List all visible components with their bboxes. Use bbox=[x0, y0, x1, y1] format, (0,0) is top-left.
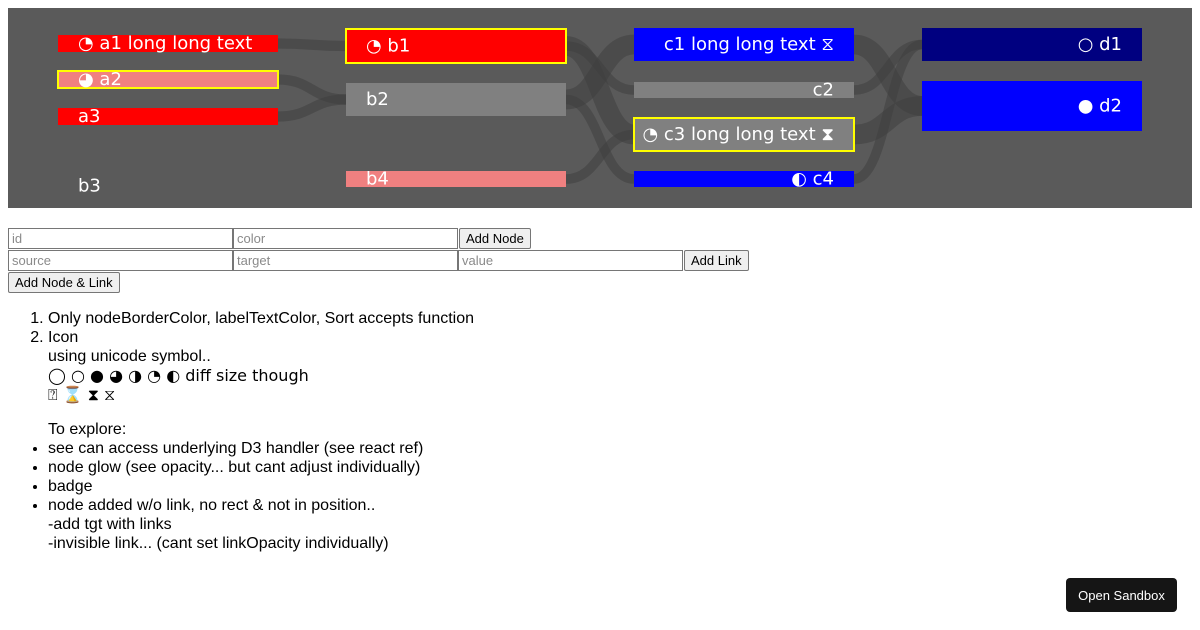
sankey-node-a1[interactable] bbox=[58, 33, 278, 54]
sankey-node-label: b3 bbox=[78, 175, 101, 197]
sankey-node-c4[interactable] bbox=[634, 169, 854, 190]
explore-title: To explore: bbox=[48, 421, 127, 438]
sankey-node-label: c2 bbox=[812, 79, 834, 101]
notes-section bbox=[8, 309, 708, 553]
note-icon-symbols: ◯ ○ ● ◕ ◑ ◔ ◐ diff size though bbox=[48, 366, 309, 385]
note-spacer bbox=[48, 404, 708, 420]
explore-item: • see can access underlying D3 handler (see react ref) bbox=[48, 439, 708, 458]
node-color-input[interactable] bbox=[233, 228, 458, 249]
sankey-node-c3[interactable] bbox=[634, 118, 854, 151]
note-icon-title: 2. Icon bbox=[48, 329, 79, 346]
sankey-node-a2[interactable] bbox=[58, 69, 278, 90]
sankey-svg bbox=[8, 8, 1192, 208]
note-item: 1. Only nodeBorderColor, labelTextColor, Sort accepts function bbox=[48, 309, 708, 328]
sankey-node-label: c1 long long text ⧖ bbox=[663, 34, 834, 55]
sankey-node-b2[interactable] bbox=[346, 83, 566, 116]
sankey-node-label: ○ d1 bbox=[1077, 34, 1122, 55]
explore-item: • node glow (see opacity... but cant adjust individually) bbox=[48, 458, 708, 477]
add-node-row bbox=[8, 228, 768, 250]
sankey-node-b3[interactable] bbox=[78, 176, 101, 197]
node-id-input[interactable] bbox=[8, 228, 233, 249]
note-item bbox=[48, 328, 708, 439]
sankey-node-b4[interactable] bbox=[346, 169, 566, 190]
explore-subline: -invisible link... (cant set linkOpacity individually) bbox=[48, 535, 389, 552]
sankey-node-label: ◔ c3 long long text ⧗ bbox=[642, 124, 834, 145]
note-hourglass-symbols: ⍰ ⌛ ⧗ ⧖ bbox=[48, 385, 116, 404]
add-link-row bbox=[8, 250, 768, 272]
add-node-and-link-button[interactable]: Add Node & Link bbox=[8, 272, 120, 293]
sankey-node-b1[interactable] bbox=[346, 29, 566, 63]
sankey-node-d2[interactable] bbox=[922, 81, 1142, 131]
open-sandbox-button[interactable]: Open Sandbox bbox=[1066, 578, 1177, 612]
add-node-button[interactable]: Add Node bbox=[459, 228, 531, 249]
link-source-input[interactable] bbox=[8, 250, 233, 271]
sankey-node-label: ◐ c4 bbox=[791, 168, 834, 190]
sankey-link[interactable] bbox=[278, 100, 346, 117]
sankey-link[interactable] bbox=[278, 44, 346, 47]
sankey-node-label: ◔ a1 long long text bbox=[78, 33, 253, 54]
sankey-node-c2[interactable] bbox=[634, 80, 854, 101]
add-node-link-row bbox=[8, 272, 768, 294]
sankey-node-label: ◕ a2 bbox=[78, 69, 122, 90]
link-target-input[interactable] bbox=[233, 250, 458, 271]
sankey-node-label: ◔ b1 bbox=[366, 35, 411, 57]
add-link-button[interactable]: Add Link bbox=[684, 250, 749, 271]
sankey-node-a3[interactable] bbox=[58, 106, 278, 127]
explore-item bbox=[48, 496, 708, 553]
sankey-node-label: b2 bbox=[366, 89, 389, 110]
note-icon-line: using unicode symbol.. bbox=[48, 348, 211, 365]
explore-subline: -add tgt with links bbox=[48, 516, 172, 533]
sankey-node-d1[interactable] bbox=[922, 28, 1142, 61]
sankey-node-label: ● d2 bbox=[1077, 95, 1122, 117]
notes-ordered-list bbox=[8, 309, 708, 439]
explore-item-text: • node added w/o link, no rect & not in position.. bbox=[48, 497, 376, 514]
sankey-node-label: b4 bbox=[366, 168, 389, 190]
link-value-input[interactable] bbox=[458, 250, 683, 271]
sankey-node-label: a3 bbox=[78, 106, 101, 127]
editor-form bbox=[8, 228, 768, 294]
sankey-node-c1[interactable] bbox=[634, 28, 854, 61]
explore-list bbox=[8, 439, 708, 553]
sankey-chart bbox=[8, 8, 1192, 208]
explore-item: • badge bbox=[48, 477, 708, 496]
